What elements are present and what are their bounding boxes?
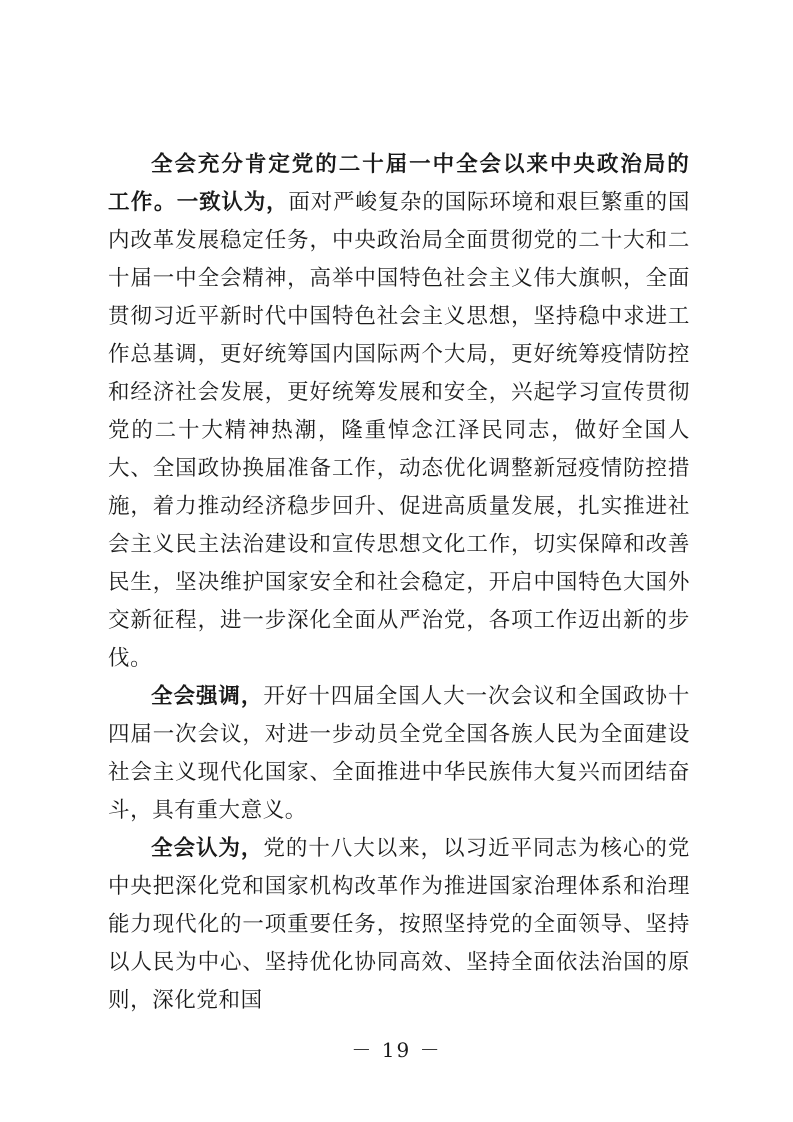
- paragraph-lead: 全会认为，: [151, 836, 264, 861]
- paragraph-3: [108, 830, 690, 1020]
- paragraph-lead: 全会强调，: [151, 684, 264, 709]
- paragraph-text: 面对严峻复杂的国际环境和艰巨繁重的国内改革发展稳定任务，中央政治局全面贯彻党的二十大和二十届一中全会精神，高举中国特色社会主义伟大旗帜，全面贯彻习近平新时代中国特色社会主义思想，坚持稳中求进工作总基调，更好统筹国内国际两个大局，更好统筹疫情防控和经济社会发展，更好统筹发展和安全，兴起学习宣传贯彻党的二十大精神热潮，隆重悼念江泽民同志，做好全国人大、全国政协换届准备工作，动态优化调整新冠疫情防控措施，着力推动经济稳步回升、促进高质量发展，扎实推进社会主义民主法治建设和宣传思想文化工作，切实保障和改善民生，坚决维护国家安全和社会稳定，开启中国特色大国外交新征程，进一步深化全面从严治党，各项工作迈出新的步伐。: [108, 190, 690, 671]
- paragraph-lead: 一致认为，: [176, 190, 289, 215]
- paragraph-heading: 全会充分肯定党的二十届一中全会以来中央政治局的工作。: [108, 152, 690, 215]
- paragraph-text: 开好十四届全国人大一次会议和全国政协十四届一次会议，对进一步动员全党全国各族人民为全面建设社会主义现代化国家、全面推进中华民族伟大复兴而团结奋斗，具有重大意义。: [108, 684, 690, 823]
- paragraph-1: [108, 146, 690, 678]
- paragraph-text: 党的十八大以来，以习近平同志为核心的党中央把深化党和国家机构改革作为推进国家治理体系和治理能力现代化的一项重要任务，按照坚持党的全面领导、坚持以人民为中心、坚持优化协同高效、坚持全面依法治国的原则，深化党和国: [108, 836, 690, 1013]
- page-number: － 19 －: [351, 1038, 442, 1062]
- paragraph-2: [108, 678, 690, 830]
- document-body: [108, 146, 690, 1020]
